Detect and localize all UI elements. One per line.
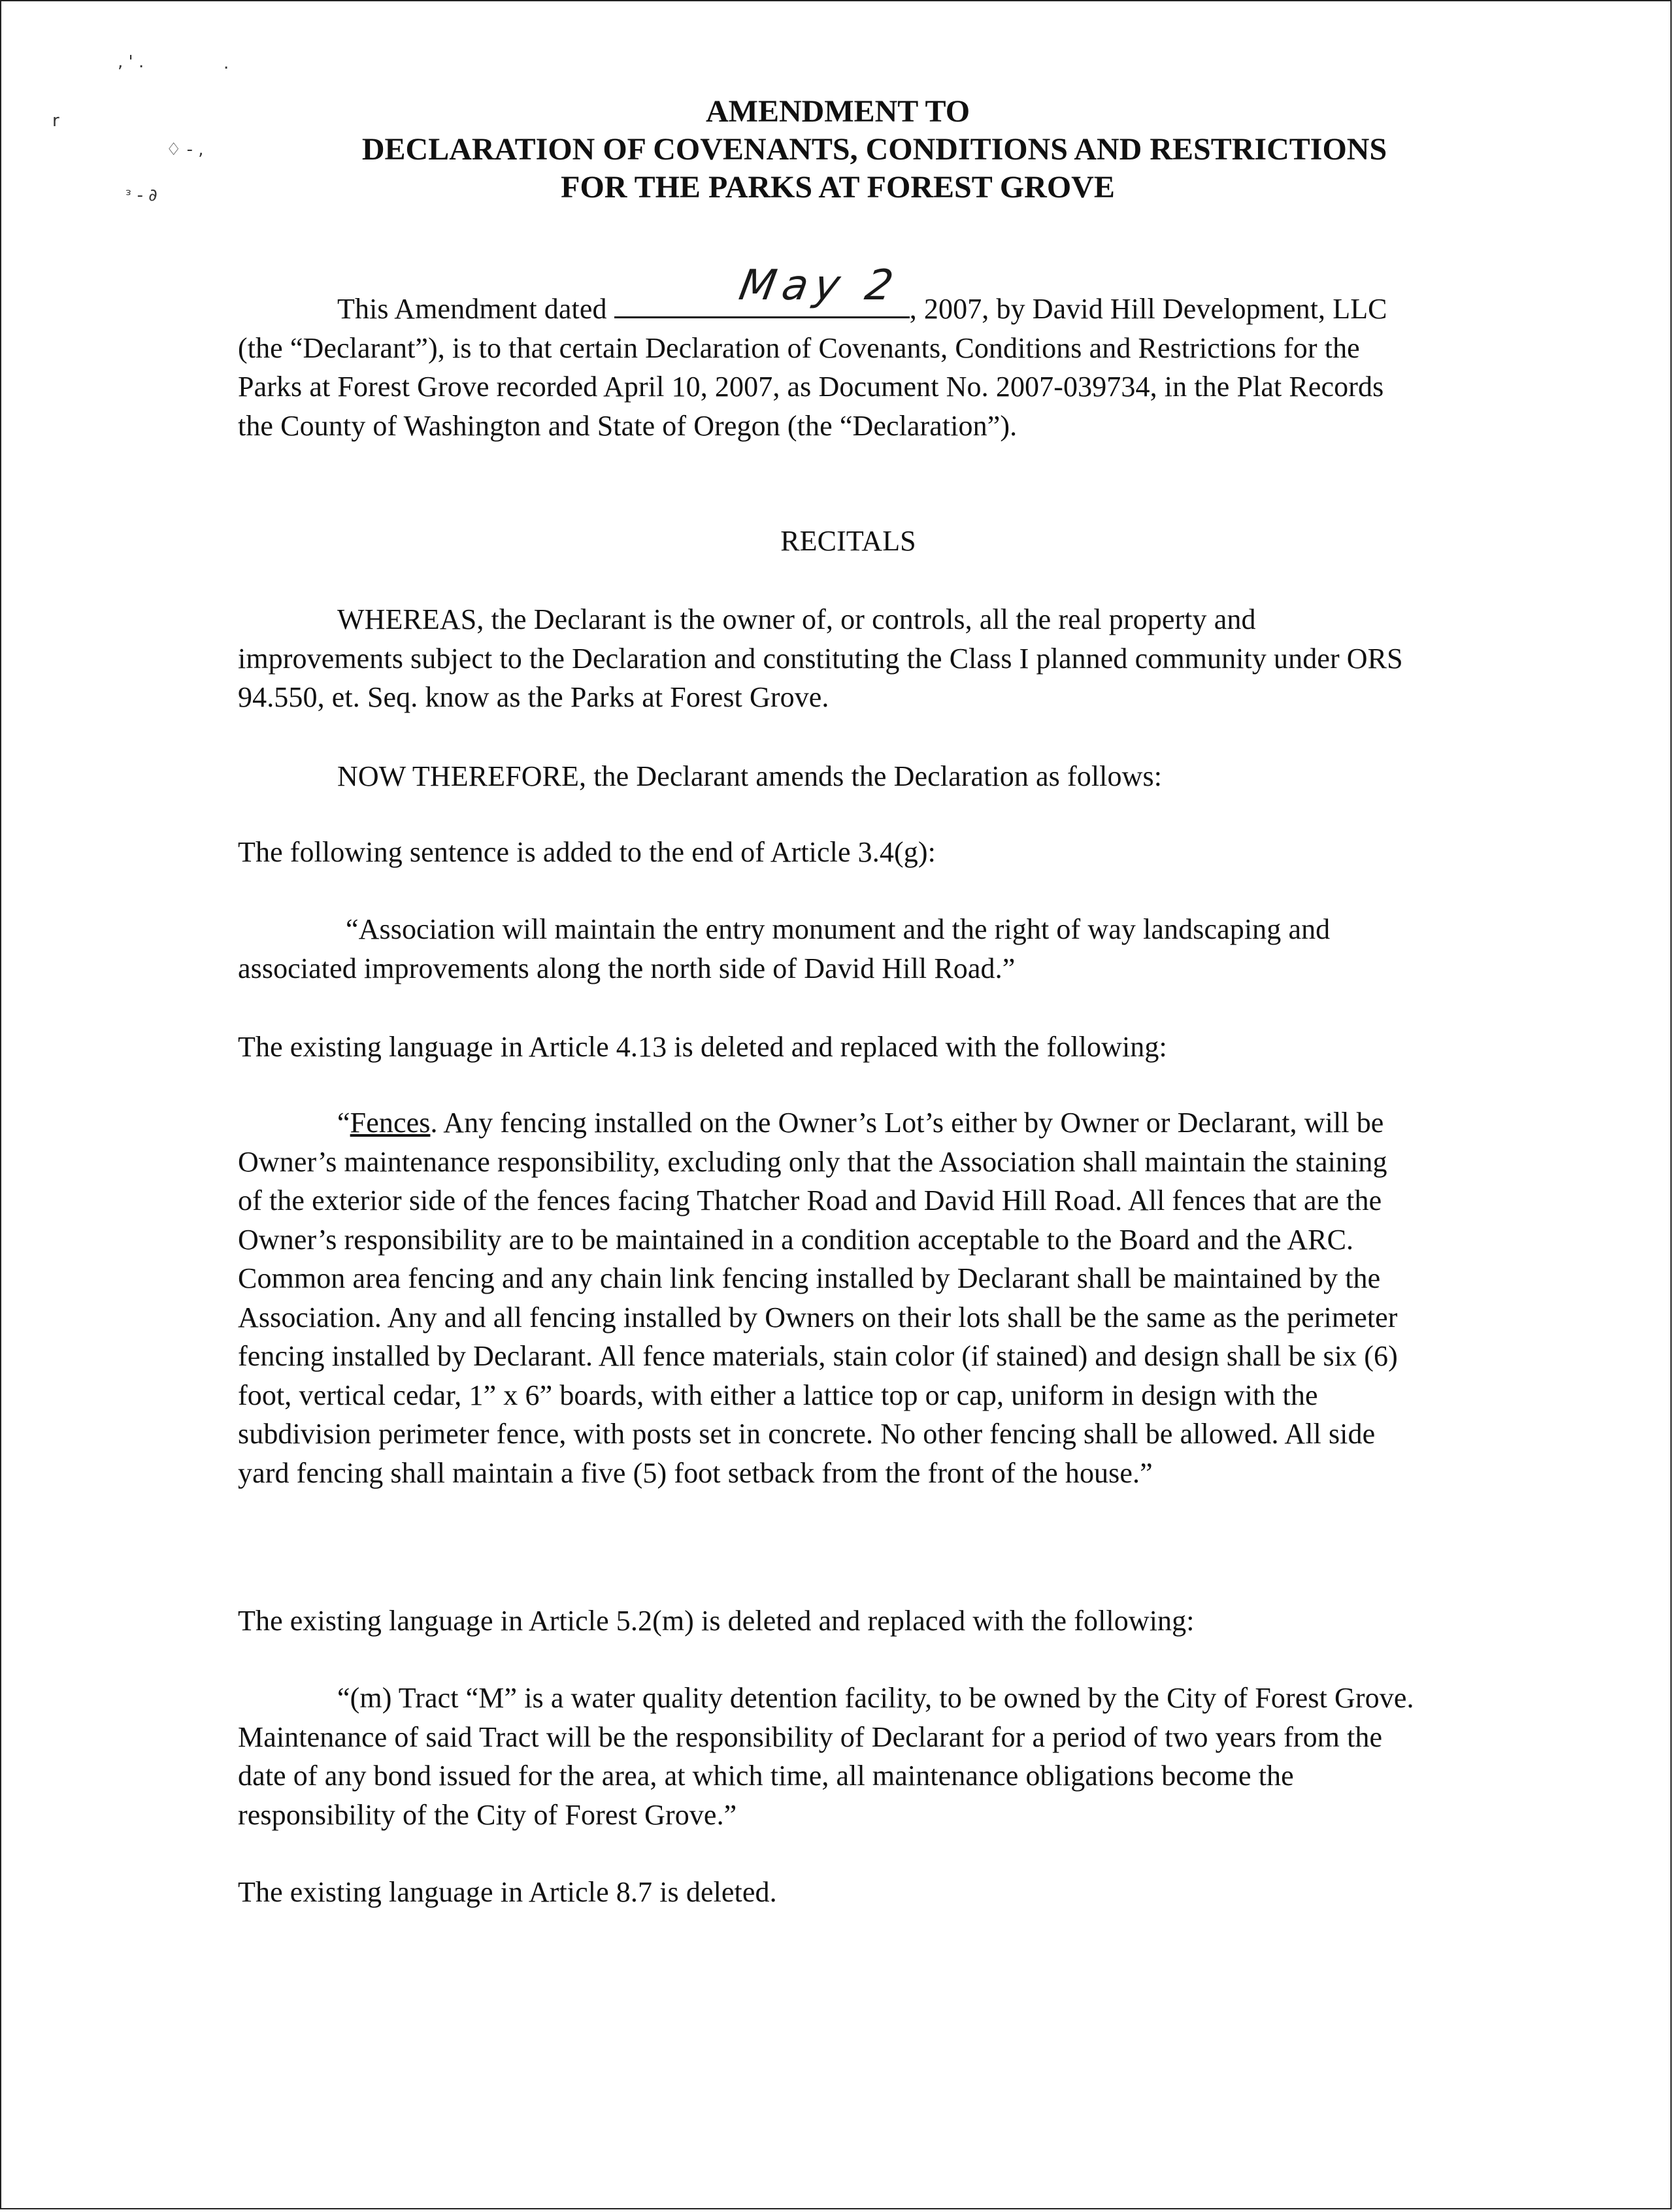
recitals-heading: RECITALS [780,525,916,557]
fences-open-quote: “ [337,1107,350,1139]
following-sentence-paragraph: The following sentence is added to the end of Article 3.4(g): [238,836,936,868]
fences-heading: Fences [350,1107,431,1139]
whereas-paragraph: WHEREAS, the Declarant is the owner of, or controls, all the real property and improvements subject to the Declaration and constituting the Class I planned community under ORS 94.550, et. Seq. know as the Parks at Forest Grove. [238,603,1403,713]
article-52m-paragraph: The existing language in Article 5.2(m) is deleted and replaced with the following: [238,1605,1195,1637]
title-line-amendment: AMENDMENT TO [705,94,970,129]
intro-paragraph [238,261,1414,445]
title-line-parks: FOR THE PARKS AT FOREST GROVE [561,170,1115,205]
fences-paragraph [238,1103,1414,1492]
date-blank [614,261,910,318]
handwritten-date: May 2 [735,261,903,310]
tract-m-paragraph: “(m) Tract “M” is a water quality detention facility, to be owned by the City of Forest Grove. Maintenance of said Tract will be the responsibility of Declarant for a period of two years from the date of any bond issued for the area, at which time, all maintenance obligations become the responsibility of the City of Forest Grove.” [238,1682,1414,1831]
article-413-paragraph: The existing language in Article 4.13 is deleted and replaced with the following: [238,1031,1167,1063]
fences-body: . Any fencing installed on the Owner’s Lot’s either by Owner or Declarant, will be Owner’s maintenance responsibility, excluding only that the Association shall maintain the staining of the exterior side of the fences facing Thatcher Road and David Hill Road. All fences that are the Owner’s responsibility are to be maintained in a condition acceptable to the Board and the ARC. Common area fencing and any chain link fencing installed by Declarant shall be maintained by the Association. Any and all fencing installed by Owners on their lots shall be the same as the perimeter fencing installed by Declarant. All fence materials, stain color (if stained) and design shall be six (6) foot, vertical cedar, 1” x 6” boards, with either a lattice top or cap, uniform in design with the subdivision perimeter fence, with posts set in concrete. No other fencing shall be allowed. All side yard fencing shall maintain a five (5) foot setback from the front of the house.” [238,1107,1398,1489]
title-line-declaration: DECLARATION OF COVENANTS, CONDITIONS AND RESTRICTIONS [361,132,1387,167]
association-quote-paragraph: “Association will maintain the entry monument and the right of way landscaping and associated improvements along the north side of David Hill Road.” [238,913,1331,984]
document-title [1,93,1673,207]
intro-prefix: This Amendment dated [337,293,607,325]
document-page: , ' . . r ♢ - , ᵌ - ∂ AMENDMENT TO DECLARATION OF COVENANTS, CONDITIONS AND RESTRICTIONS FOR THE PARKS AT FOREST GROVE This Amendment dated May 2 , 2007, by David Hill Development, LLC (the “Declarant”), is to that certain Declaration of Covenants, Conditions and Restrictions for the Parks at Forest Grove recorded April 10, 2007, as Document No. 2007-039734, in the Plat Records the County of Washington and State of Oregon (the “Declaration”). RECITALS WHEREAS, the Declarant is the owner of, or controls, all the real property and improvements subject to the Declaration and constituting the Class I planned community under ORS 94.550, et. Seq. know as the Parks at Forest Grove. NOW THEREFORE, the Declarant amends the Declaration as follows: The following sentence is added to the end of Article 3.4(g): “Association will maintain the entry monument and the right of way landscaping and associated improvements along the north side of David Hill Road.” The existing language in Article 4.13 is deleted and replaced with the following: “Fences. Any fencing installed on the Owner’s Lot’s either by Owner or Declarant, will be Owner’s maintenance responsibility, excluding only that the Association shall maintain the staining of the exterior side of the fences facing Thatcher Road and David Hill Road. All fences that are the Owner’s responsibility are to be maintained in a condition acceptable to the Board and the ARC. Common area fencing and any chain link fencing installed by Declarant shall be maintained by the Association. Any and all fencing installed by Owners on their lots shall be the same as the perimeter fencing installed by Declarant. All fence materials, stain color (if stained) and design shall be six (6) foot, vertical cedar, 1” x 6” boards, with either a lattice top or cap, uniform in design with the subdivision perimeter fence, with posts set in concrete. No other fencing shall be allowed. All side yard fencing shall maintain a five (5) foot setback from the front of the house.” The existing language in Article 5.2(m) is deleted and replaced with the following: “(m) Tract “M” is a water quality detention facility, to be owned by the City of Forest Grove. Maintenance of said Tract will be the responsibility of Declarant for a period of two years from the date of any bond issued for the area, at which time, all maintenance obligations become the responsibility of the City of Forest Grove.” The existing language in Article 8.7 is deleted. [0,0,1672,2209]
article-87-paragraph: The existing language in Article 8.7 is deleted. [238,1876,777,1908]
intro-rest: , 2007, by David Hill Development, LLC (the “Declarant”), is to that certain Declaration of Covenants, Conditions and Restrictions for the Parks at Forest Grove recorded April 10, 2007, as Document No. 2007-039734, in the Plat Records the County of Washington and State of Oregon (the “Declaration”). [238,293,1387,442]
now-therefore-paragraph: NOW THEREFORE, the Declarant amends the Declaration as follows: [337,760,1163,792]
